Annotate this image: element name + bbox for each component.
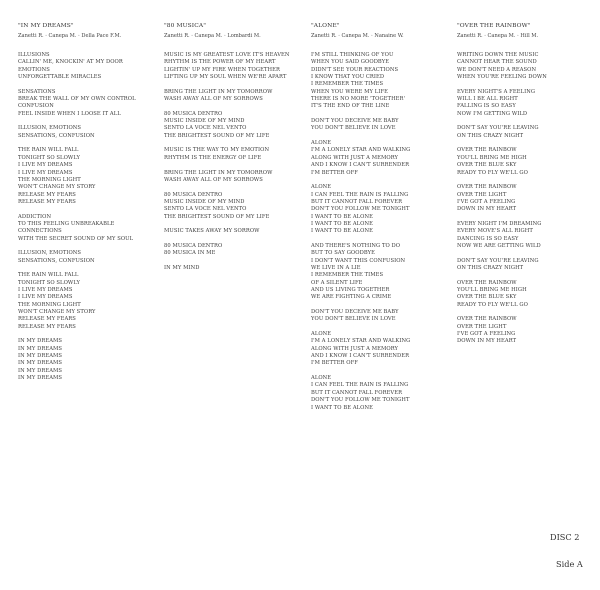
stanza-gap (311, 133, 447, 140)
lyric-line: SENSATIONS, CONFUSION (18, 257, 95, 264)
lyrics-column-alone (311, 22, 447, 412)
lyric-line: IN MY DREAMS (18, 353, 63, 360)
lyric-line: WASH AWAY ALL OF MY SORROWS (164, 96, 263, 103)
lyric-line: I LIVE MY DREAMS (18, 162, 73, 169)
lyric-line: WON'T CHANGE MY STORY (18, 309, 96, 316)
stanza-gap (164, 184, 304, 191)
lyric-line: ADDICTION (18, 213, 52, 220)
lyric-line: AND THERE'S NOTHING TO DO (311, 242, 401, 249)
song-title: "IN MY DREAMS" (18, 23, 74, 29)
lyric-line: EMOTIONS (18, 66, 50, 73)
lyrics-body (164, 52, 304, 272)
song-title: "80 MUSICA" (164, 23, 207, 29)
lyric-line: AND US LIVING TOGETHER (311, 287, 390, 293)
stanza-gap (457, 250, 593, 257)
lyric-line: OVER THE BLUE SKY (457, 294, 517, 301)
lyric-line: MUSIC TAKES AWAY MY SORROW (164, 228, 260, 235)
lyric-line: OVER THE BLUE SKY (457, 162, 517, 169)
lyric-line: WHEN YOU'RE FEELING DOWN (457, 74, 547, 81)
lyric-line: MUSIC IS THE WAY TO MY EMOTION (164, 147, 270, 154)
lyric-line: LIGHTIN' UP MY FIRE WHEN TOGETHER (164, 66, 280, 73)
lyric-line: RELEASE MY FEARS (18, 198, 76, 205)
lyric-line: EVERY MOVE'S ALL RIGHT (457, 228, 533, 235)
lyric-line: LIFTING UP MY SOUL WHEN WE'RE APART (164, 74, 287, 81)
stanza-gap (164, 162, 304, 169)
lyric-line: BRING THE LIGHT IN MY TOMORROW (164, 88, 273, 95)
lyric-line: THERE IS NO MORE 'TOGETHER' (311, 96, 406, 103)
lyric-line: I'VE GOT A FEELING (457, 331, 516, 338)
lyric-line: SENTO LA VOCE NEL VENTO (164, 125, 247, 132)
stanza-gap (164, 103, 304, 110)
lyric-line: NOW WE ARE GETTING WILD (457, 242, 541, 249)
lyric-line: DON'T YOU DECEIVE ME BABY (311, 309, 399, 316)
lyric-line: DANCING IS SO EASY (457, 235, 519, 242)
lyric-line: BREAK THE WALL OF MY OWN CONTROL (18, 96, 136, 103)
lyric-line: ALONE (311, 375, 332, 382)
stanza-gap (457, 81, 593, 88)
lyric-line: ALONE (311, 331, 332, 338)
lyric-line: THE MORNING LIGHT (18, 301, 81, 308)
lyric-line: ILLUSION, EMOTIONS (18, 125, 82, 132)
lyric-line: IN MY DREAMS (18, 367, 63, 374)
lyric-line: ALONG WITH JUST A MEMORY (311, 345, 399, 352)
stanza-gap (311, 177, 447, 184)
stanza-gap (311, 324, 447, 331)
lyric-line: WE ARE FIGHTING A CRIME (311, 294, 392, 301)
lyric-line: MUSIC INSIDE OF MY MIND (164, 198, 245, 205)
lyric-line: WHEN YOU WERE MY LIFE (311, 88, 388, 95)
lyric-line: CONFUSION (18, 103, 54, 110)
song-credits: Zanetti R. · Canepa M. · Nanaine W. (311, 33, 404, 39)
lyrics-column-in-my-dreams (18, 22, 158, 382)
stanza-gap (311, 111, 447, 118)
lyric-line: READY TO FLY WE'LL GO (457, 169, 528, 176)
lyrics-body (18, 52, 158, 382)
lyric-line: CALLIN' ME, KNOCKIN' AT MY DOOR (18, 59, 123, 66)
stanza-gap (311, 302, 447, 309)
lyric-line: EVERY NIGHT I'M DREAMING (457, 220, 542, 227)
lyric-line: RHYTHM IS THE ENERGY OF LIFE (164, 154, 262, 161)
lyrics-body (457, 52, 593, 346)
disc-label: DISC 2 (550, 532, 580, 542)
stanza-gap (164, 140, 304, 147)
stanza-gap (311, 236, 447, 243)
lyric-line: THE MORNING LIGHT (18, 176, 81, 183)
song-title: "OVER THE RAINBOW" (457, 23, 531, 29)
lyric-line: I LIVE MY DREAMS (18, 169, 73, 176)
lyric-line: DON'T YOU FOLLOW ME TONIGHT (311, 206, 410, 213)
lyric-line: BUT IT CANNOT FALL FOREVER (311, 389, 403, 396)
lyric-line: FEEL INSIDE WHEN I LOOSE IT ALL (18, 110, 121, 117)
lyric-line: YOU'LL BRING ME HIGH (457, 287, 527, 293)
lyric-line: IN MY DREAMS (18, 345, 63, 352)
side-label: Side A (556, 559, 583, 569)
lyric-line: WON'T CHANGE MY STORY (18, 184, 96, 191)
lyric-line: THE BRIGHTEST SOUND OF MY LIFE (164, 132, 270, 139)
stanza-gap (18, 331, 158, 338)
stanza-gap (457, 118, 593, 125)
lyric-line: OVER THE RAINBOW (457, 316, 517, 323)
lyric-line: BUT IT CANNOT FALL FOREVER (311, 198, 403, 205)
stanza-gap (457, 214, 593, 221)
lyric-line: I DON'T WANT THIS CONFUSION (311, 257, 406, 264)
lyric-line: WITH THE SECRET SOUND OF MY SOUL (18, 235, 134, 242)
lyric-line: YOU DON'T BELIEVE IN LOVE (311, 316, 396, 323)
stanza-gap (164, 81, 304, 88)
lyric-line: BRING THE LIGHT IN MY TOMORROW (164, 169, 273, 176)
lyric-line: OVER THE LIGHT (457, 323, 507, 330)
lyric-line: BUT TO SAY GOODBYE (311, 250, 375, 257)
lyric-line: THE BRIGHTEST SOUND OF MY LIFE (164, 213, 270, 220)
lyric-line: SENSATIONS, CONFUSION (18, 132, 95, 139)
lyric-line: I WANT TO BE ALONE (311, 404, 373, 411)
lyric-line: IT'S THE END OF THE LINE (311, 103, 390, 110)
lyric-line: I CAN FEEL THE RAIN IS FALLING (311, 382, 409, 389)
stanza-gap (18, 118, 158, 125)
lyric-line: 80 MUSICA DENTRO (164, 242, 223, 249)
lyric-line: MUSIC INSIDE OF MY MIND (164, 118, 245, 125)
lyric-line: ALONG WITH JUST A MEMORY (311, 154, 399, 161)
lyric-line: TO THIS FEELING UNBREAKABLE (18, 220, 115, 227)
lyric-line: OVER THE RAINBOW (457, 184, 517, 191)
lyric-line: OVER THE LIGHT (457, 191, 507, 198)
song-credits: Zanetti R. · Canepa M. · Della Pace F.M. (18, 33, 122, 39)
lyric-line: ALONE (311, 184, 332, 191)
lyric-line: 80 MUSICA IN ME (164, 250, 216, 257)
lyric-line: DOWN IN MY HEART (457, 338, 517, 345)
lyric-line: READY TO FLY WE'LL GO (457, 301, 528, 308)
stanza-gap (311, 368, 447, 375)
lyric-line: UNFORGETTABLE MIRACLES (18, 74, 102, 81)
lyric-line: I WANT TO BE ALONE (311, 220, 373, 227)
lyric-line: IN MY DREAMS (18, 360, 63, 367)
lyric-line: I LIVE MY DREAMS (18, 287, 73, 293)
lyric-line: RELEASE MY FEARS (18, 191, 76, 198)
lyric-line: I'M A LONELY STAR AND WALKING (311, 147, 411, 154)
lyric-line: ON THIS CRAZY NIGHT (457, 264, 524, 271)
stanza-gap (18, 206, 158, 213)
lyric-line: THE RAIN WILL FALL (18, 147, 79, 154)
lyric-line: DON'T YOU FOLLOW ME TONIGHT (311, 397, 410, 404)
stanza-gap (18, 81, 158, 88)
lyric-line: WASH AWAY ALL OF MY SORROWS (164, 176, 263, 183)
song-title: "ALONE" (311, 23, 340, 29)
lyrics-column-over-the-rainbow (457, 22, 593, 346)
lyric-line: EVERY NIGHT'S A FEELING (457, 88, 536, 95)
lyric-line: WHEN YOU SAID GOODBYE (311, 59, 390, 66)
lyric-line: OF A SILENT LIFE (311, 279, 363, 286)
stanza-gap (164, 221, 304, 228)
lyric-line: WE LIVE IN A LIE (311, 264, 361, 271)
lyrics-column-80-musica (164, 22, 304, 272)
lyric-line: DIDN'T SEE YOUR REACTIONS (311, 66, 399, 73)
lyric-line: FALLING IS SO EASY (457, 103, 516, 110)
stanza-gap (18, 243, 158, 250)
lyric-line: SENTO LA VOCE NEL VENTO (164, 206, 247, 213)
lyric-line: DON'T SAY YOU'RE LEAVING (457, 257, 539, 264)
lyric-line: TONIGHT SO SLOWLY (18, 154, 81, 161)
lyric-line: WILL I BE ALL RIGHT (457, 96, 518, 103)
lyric-line: DOWN IN MY HEART (457, 206, 517, 213)
song-credits: Zanetti R. · Canepa M. · Lombardi M. (164, 33, 261, 39)
lyric-line: RELEASE MY FEARS (18, 316, 76, 323)
lyric-line: I'M BETTER OFF (311, 360, 358, 367)
lyric-line: NOW I'M GETTING WILD (457, 110, 528, 117)
lyric-line: TONIGHT SO SLOWLY (18, 279, 81, 286)
lyric-line: IN MY DREAMS (18, 375, 63, 382)
lyric-line: WE DON'T NEED A REASON (457, 66, 537, 73)
lyric-line: YOU DON'T BELIEVE IN LOVE (311, 125, 396, 132)
lyric-line: WRITING DOWN THE MUSIC (457, 52, 539, 58)
lyric-line: THE RAIN WILL FALL (18, 272, 79, 279)
lyric-line: I LIVE MY DREAMS (18, 294, 73, 301)
lyric-line: DON'T YOU DECEIVE ME BABY (311, 118, 399, 125)
lyric-line: I'M STILL THINKING OF YOU (311, 52, 394, 58)
lyric-line: MUSIC IS MY GREATEST LOVE IT'S HEAVEN (164, 52, 290, 58)
stanza-gap (457, 140, 593, 147)
lyric-line: IN MY MIND (164, 264, 200, 271)
lyric-line: OVER THE RAINBOW (457, 279, 517, 286)
lyric-line: I'M BETTER OFF (311, 169, 358, 176)
lyric-line: ALONE (311, 140, 332, 147)
lyric-line: 80 MUSICA DENTRO (164, 191, 223, 198)
stanza-gap (18, 140, 158, 147)
song-credits: Zanetti R. · Canepa M. · Hill M. (457, 33, 539, 39)
lyric-line: I CAN FEEL THE RAIN IS FALLING (311, 191, 409, 198)
lyric-line: RELEASE MY FEARS (18, 323, 76, 330)
stanza-gap (164, 258, 304, 265)
lyrics-body (311, 52, 447, 412)
lyric-line: I'M A LONELY STAR AND WALKING (311, 338, 411, 345)
lyric-line: ON THIS CRAZY NIGHT (457, 132, 524, 139)
stanza-gap (18, 265, 158, 272)
lyric-line: CANNOT HEAR THE SOUND (457, 59, 537, 66)
lyric-line: YOU'LL BRING ME HIGH (457, 154, 527, 161)
lyric-line: I REMEMBER THE TIMES (311, 272, 384, 279)
lyric-line: OVER THE RAINBOW (457, 147, 517, 154)
lyric-line: AND I KNOW I CAN'T SURRENDER (311, 353, 410, 360)
lyric-line: I KNOW THAT YOU CRIED (311, 74, 385, 81)
lyric-line: SENSATIONS (18, 88, 56, 95)
lyric-line: IN MY DREAMS (18, 338, 63, 345)
lyric-line: 80 MUSICA DENTRO (164, 110, 223, 117)
stanza-gap (164, 236, 304, 243)
lyric-line: DON'T SAY YOU'RE LEAVING (457, 125, 539, 132)
lyric-line: I'VE GOT A FEELING (457, 198, 516, 205)
stanza-gap (457, 272, 593, 279)
lyric-line: RHYTHM IS THE POWER OF MY HEART (164, 59, 276, 66)
stanza-gap (457, 309, 593, 316)
lyric-line: ILLUSIONS (18, 52, 50, 58)
lyric-line: I REMEMBER THE TIMES (311, 81, 384, 88)
stanza-gap (457, 177, 593, 184)
lyric-line: ILLUSION, EMOTIONS (18, 250, 82, 257)
lyric-line: CONNECTIONS (18, 228, 62, 235)
lyric-line: I WANT TO BE ALONE (311, 228, 373, 235)
lyric-line: AND I KNOW I CAN'T SURRENDER (311, 162, 410, 169)
lyric-line: I WANT TO BE ALONE (311, 213, 373, 220)
